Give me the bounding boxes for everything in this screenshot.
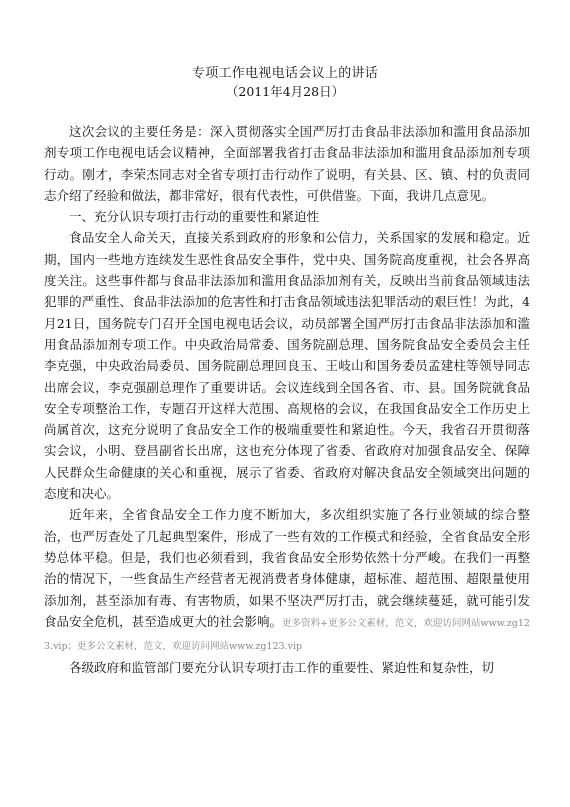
footer-ad-text: 更多资料+更多公文素材，范文，欢迎访问网站www.zg123.vip；更多公文素材，范文，欢迎访问网站www.zg123.vip <box>44 617 530 653</box>
document-body <box>44 121 530 679</box>
document-title: 专项工作电视电话会议上的讲话 <box>191 66 379 81</box>
section-paragraph <box>44 504 530 657</box>
document-date: （2011年4月28日） <box>225 84 345 99</box>
last-paragraph: 各级政府和监管部门要充分认识专项打击工作的重要性、紧迫性和复杂性，切 <box>69 660 495 676</box>
section-paragraph: 食品安全人命关天，直接关系到政府的形象和公信力，关系国家的发展和稳定。近期，国内一些地方连续发生恶性食品安全事件，党中央、国务院高度重视，社会各界高度关注。这些事件都与食品非法添加和滥用食品添加剂有关，反映出当前食品领域违法犯罪的严重性、食品非法添加的危害性和打击食品领域违法犯罪活动的艰巨性！为此，4月21日，国务院专门召开全国电视电话会议，动员部署全国严厉打击食品非法添加和滥用食品添加剂专项工作。中央政治局常委、国务院副总理、国务院食品安全委员会主任李克强，中央政治局委员、国务院副总理回良玉、王岐山和国务委员孟建柱等领导同志出席会议，李克强副总理作了重要讲话。会议连线到全国各省、市、县。国务院就食品安全专项整治工作，专题召开这样大范围、高规格的会议，在我国食品安全工作历史上尚属首次，这充分说明了食品安全工作的极端重要性和紧迫性。今天，我省召开贯彻落实会议，小明、登昌副省长出席，这也充分体现了省委、省政府对加强食品安全、保障人民群众生命健康的关心和重视，展示了省委、省政府对解决食品安全领域突出问题的态度和决心。 <box>44 230 530 502</box>
intro-paragraph: 这次会议的主要任务是：深入贯彻落实全国严厉打击食品非法添加和滥用食品添加剂专项工作电视电话会议精神，全面部署我省打击食品非法添加和滥用食品添加剂专项行动。刚才，李荣杰同志对全省专项打击行动作了说明，有关县、区、镇、村的负责同志介绍了经验和做法，都非常好，很有代表性，可供借鉴。下面，我讲几点意见。 <box>44 124 530 203</box>
section-heading: 一、充分认识专项打击行动的重要性和紧迫性 <box>69 209 320 225</box>
section-paragraph-text: 近年来，全省食品安全工作力度不断加大，多次组织实施了各行业领域的综合整治，也严厉查处了几起典型案件，形成了一些有效的工作模式和经验，全省食品安全形势总体平稳。但是，我们也必须看到，我省食品安全形势依然十分严峻。在我们一再整治的情况下，一些食品生产经营者无视消费者身体健康，超标准、超范围、超限量使用添加剂，甚至添加有毒、有害物质，如果不坚决严厉打击，就会继续蔓延，就可能引发食品安全危机，甚至造成更大的社会影响。 <box>44 507 530 629</box>
